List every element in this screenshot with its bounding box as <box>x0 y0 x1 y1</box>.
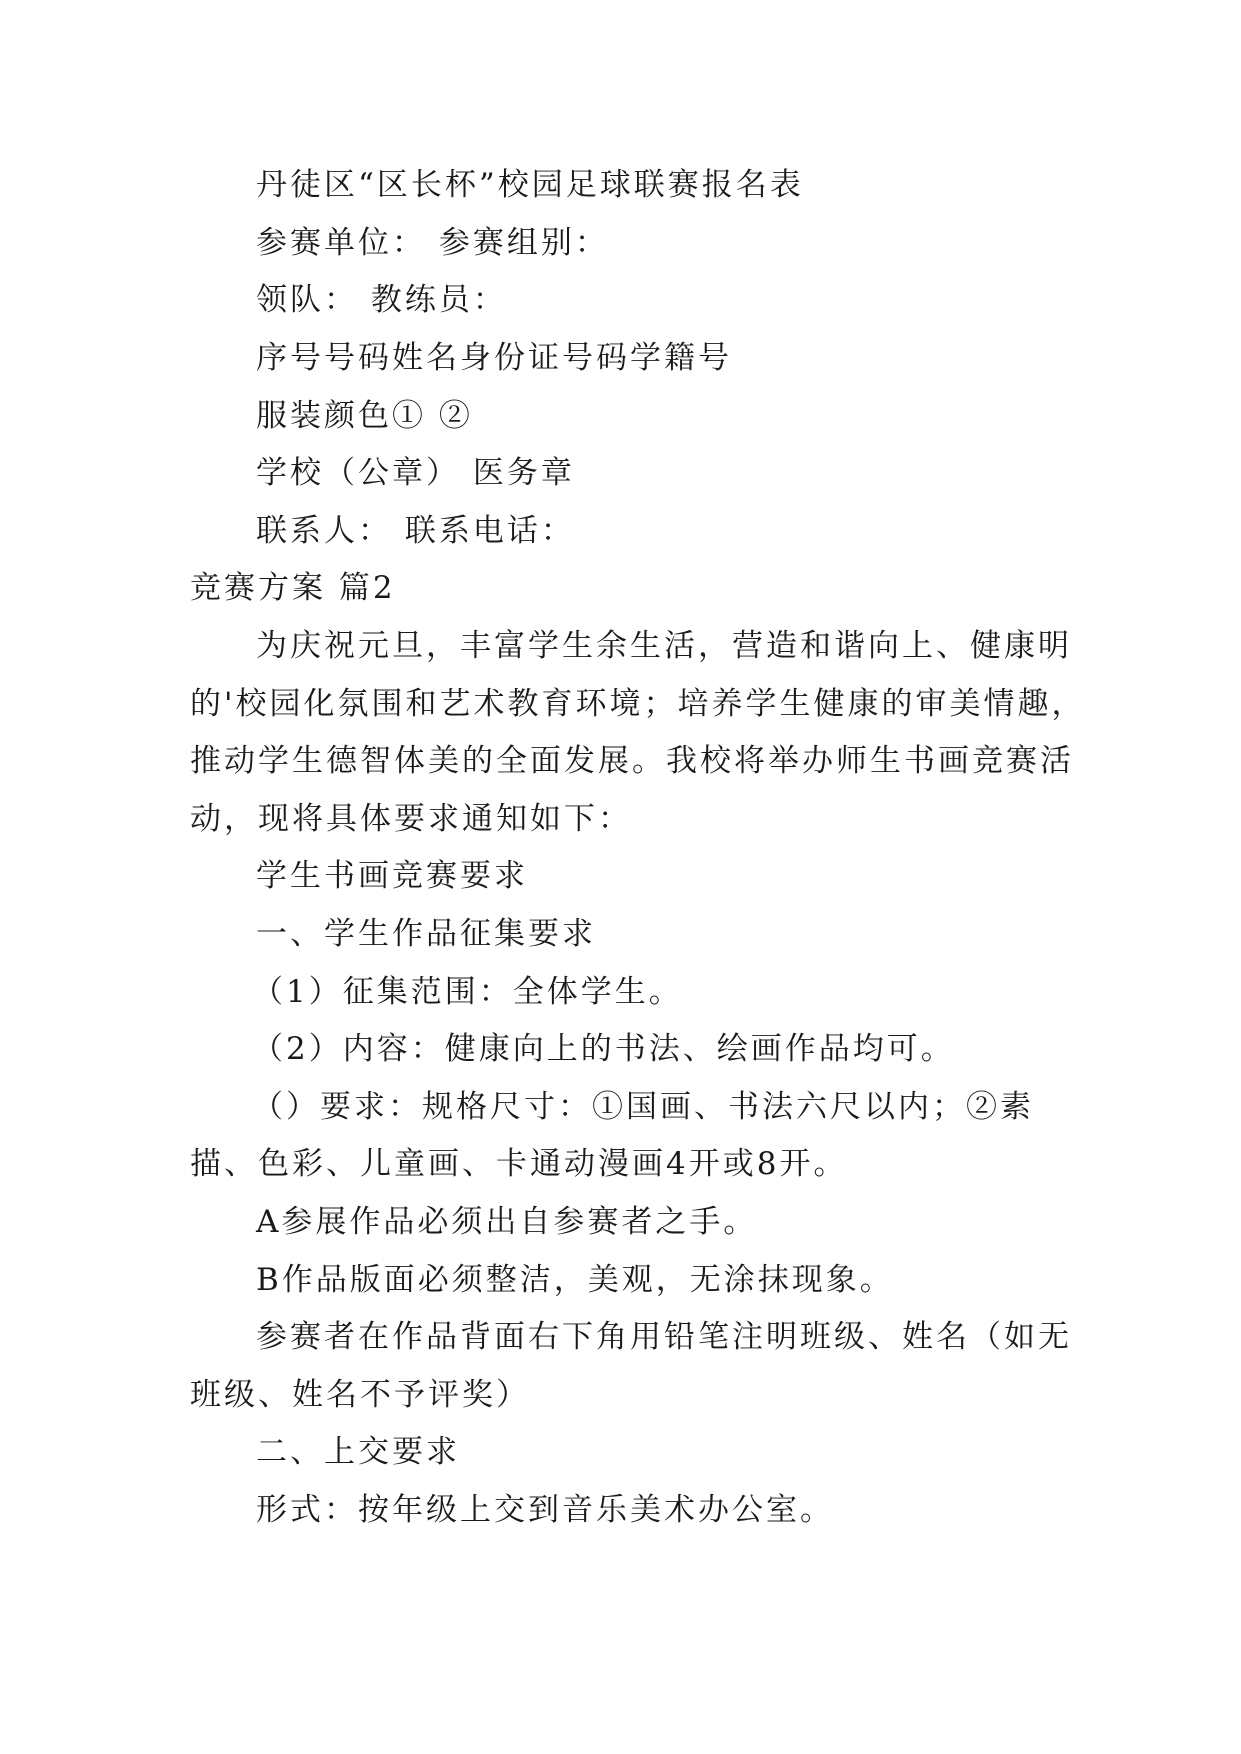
form-title: 丹徒区“区长杯”校园足球联赛报名表 <box>256 167 804 203</box>
part2-heading: 二、上交要求 <box>256 1434 460 1470</box>
intro-paragraph-line: 的'校园化氛围和艺术教育环境；培养学生健康的审美情趣， <box>190 686 1086 722</box>
intro-paragraph-line: 为庆祝元旦，丰富学生余生活，营造和谐向上、健康明 <box>256 628 1072 664</box>
part1-item: （1）征集范围：全体学生。 <box>252 974 683 1010</box>
section-heading: 竞赛方案 篇2 <box>190 570 396 606</box>
part1-rule: A参展作品必须出自参赛者之手。 <box>256 1204 758 1240</box>
part2-form-line: 形式：按年级上交到音乐美术办公室。 <box>256 1492 834 1528</box>
form-leader-coach-field: 领队： 教练员： <box>256 282 507 318</box>
intro-paragraph-line: 动，现将具体要求通知如下： <box>190 801 632 837</box>
form-uniform-colors: 服装颜色① ② <box>256 398 473 434</box>
form-unit-group-field: 参赛单位： 参赛组别： <box>256 225 609 261</box>
part1-heading: 一、学生作品征集要求 <box>256 916 596 952</box>
form-seals: 学校（公章） 医务章 <box>256 455 575 491</box>
part1-item-continued: 描、色彩、儿童画、卡通动漫画4开或8开。 <box>190 1146 848 1182</box>
part1-note: 参赛者在作品背面右下角用铅笔注明班级、姓名（如无 <box>256 1319 1072 1355</box>
part1-note-continued: 班级、姓名不予评奖） <box>190 1377 530 1413</box>
part1-item: （）要求：规格尺寸：①国画、书法六尺以内；②素 <box>252 1089 1034 1125</box>
intro-paragraph-line: 推动学生德智体美的全面发展。我校将举办师生书画竞赛活 <box>190 743 1074 779</box>
part1-rule: B作品版面必须整洁，美观，无涂抹现象。 <box>256 1262 894 1298</box>
form-table-header: 序号号码姓名身份证号码学籍号 <box>256 340 732 376</box>
form-contact-field: 联系人： 联系电话： <box>256 513 575 549</box>
part1-item: （2）内容：健康向上的书法、绘画作品均可。 <box>252 1031 955 1067</box>
requirements-title: 学生书画竞赛要求 <box>256 858 528 894</box>
